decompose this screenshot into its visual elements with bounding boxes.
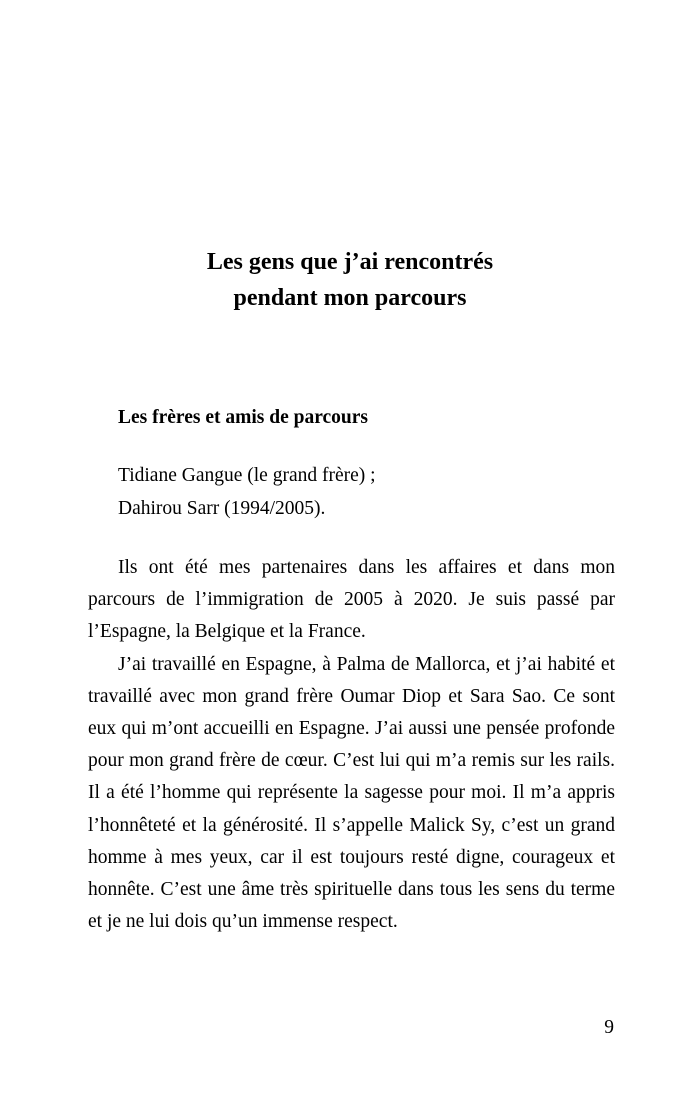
chapter-title xyxy=(0,244,700,316)
chapter-title-line-2: pendant mon parcours xyxy=(233,285,467,311)
page-number: 9 xyxy=(604,1017,614,1038)
paragraph: Ils ont été mes partenaires dans les affaires et dans mon parcours de l’immigration de 2005 à 2020. Je suis passé par l’Espagne, la Belgique et la France. xyxy=(88,557,615,643)
name-list-item: Dahirou Sarr (1994/2005). xyxy=(118,498,326,519)
body-text xyxy=(88,552,615,938)
paragraph: J’ai travaillé en Espagne, à Palma de Mallorca, et j’ai habité et travaillé avec mon grand frère Oumar Diop et Sara Sao. Ce sont eux qui m’ont accueilli en Espagne. J’ai aussi une pensée profonde pour mon grand frère de cœur. C’est lui qui m’a remis sur les rails. Il a été l’homme qui représente la sagesse pour moi. Il m’a appris l’honnêteté et la générosité. Il s’appelle Malick Sy, c’est un grand homme à mes yeux, car il est toujours resté digne, courageux et honnête. C’est une âme très spirituelle dans tous les sens du terme et je ne lui dois qu’un immense respect. xyxy=(88,653,615,933)
section-heading: Les frères et amis de parcours xyxy=(118,407,369,428)
chapter-title-line-1: Les gens que j’ai rencontrés xyxy=(206,249,494,275)
name-list xyxy=(118,459,376,525)
name-list-item: Tidiane Gangue (le grand frère) ; xyxy=(118,465,376,486)
